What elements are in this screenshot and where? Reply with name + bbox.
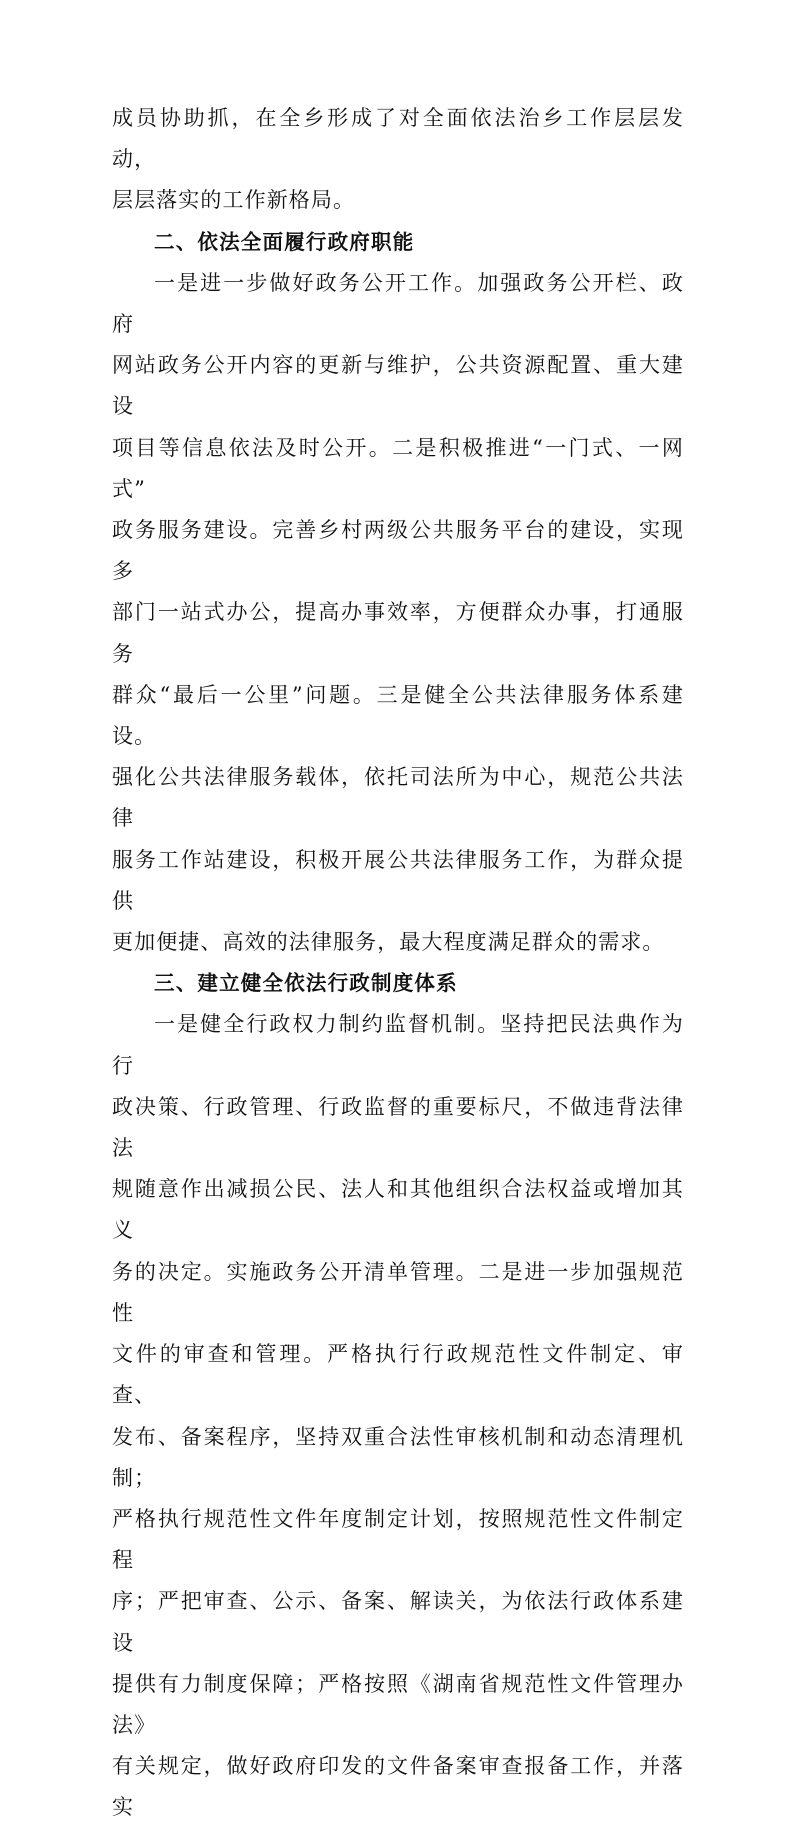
document-page [112,98,684,1829]
paragraph-section-2: 一是进一步做好政务公开工作。加强政务公开栏、政府 网站政务公开内容的更新与维护，公共资源配置、重大建设 项目等信息依法及时公开。二是积极推进“一门式、一网式” 政务服务建设。完善乡村两级公共服务平台的建设，实现多 部门一站式办公，提高办事效率，方便群众办事，打通服务 群众“最后一公里”问题。三是健全公共法律服务体系建设。 强化公共法律服务载体，依托司法所为中心，规范公共法律 服务工作站建设，积极开展公共法律服务工作，为群众提供 更加便捷、高效的法律服务，最大程度满足群众的需求。 [112,270,684,955]
section-heading-2: 二、依法全面履行政府职能 [154,229,415,254]
paragraph-section-3: 一是健全行政权力制约监督机制。坚持把民法典作为行 政决策、行政管理、行政监督的重要标尺，不做违背法律法 规随意作出减损公民、法人和其他组织合法权益或增加其义 务的决定。实施政务公开清单管理。二是进一步加强规范性 文件的审查和管理。严格执行行政规范性文件制定、审查、 发布、备案程序，坚持双重合法性审核机制和动态清理机制； 严格执行规范性文件年度制定计划，按照规范性文件制定程 序；严把审查、公示、备案、解读关，为依法行政体系建设 提供有力制度保障；严格按照《湖南省规范性文件管理办法》 有关规定，做好政府印发的文件备案审查报备工作，并落实 [112,1012,684,1820]
section-heading-3: 三、建立健全依法行政制度体系 [154,971,458,996]
paragraph-continuation: 成员协助抓，在全乡形成了对全面依法治乡工作层层发动， 层层落实的工作新格局。 [112,106,684,213]
